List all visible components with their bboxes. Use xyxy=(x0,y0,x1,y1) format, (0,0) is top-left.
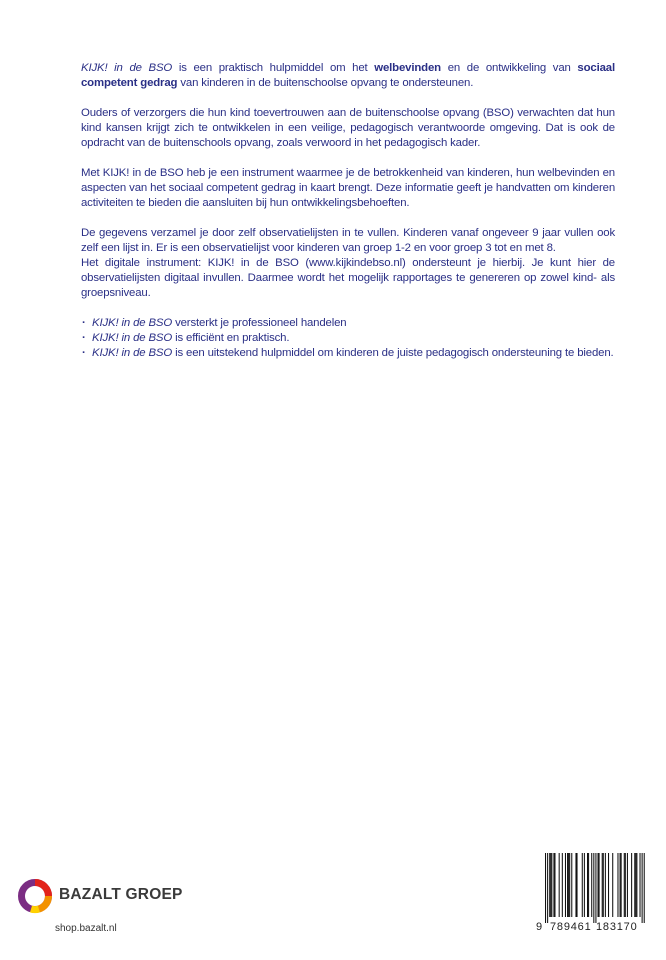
barcode-bar xyxy=(624,853,625,917)
barcode-bar xyxy=(636,853,637,917)
publisher-name: BAZALT GROEP xyxy=(59,886,183,903)
benefits-list xyxy=(81,316,615,361)
barcode-bar xyxy=(591,853,592,917)
barcode-bar xyxy=(569,853,570,917)
highlight-sociaal-competent-gedrag: sociaal competent gedrag xyxy=(81,62,615,89)
barcode-bar xyxy=(634,853,635,917)
intro-paragraph xyxy=(81,61,615,91)
barcode-bar xyxy=(644,853,645,923)
barcode-bar xyxy=(603,853,604,917)
brand-name: KIJK! in de BSO xyxy=(92,317,173,329)
isbn-group-2: 183170 xyxy=(596,921,638,933)
isbn-barcode xyxy=(536,853,646,937)
list-item xyxy=(81,316,615,331)
barcode-bar xyxy=(602,853,603,917)
brand-name: KIJK! in de BSO xyxy=(92,347,173,359)
barcode-bar xyxy=(640,853,641,917)
barcode-bar xyxy=(620,853,621,917)
back-cover-text xyxy=(81,61,615,361)
barcode-bar xyxy=(575,853,576,917)
barcode-bar xyxy=(577,853,578,917)
barcode-bar xyxy=(554,853,555,917)
barcode-bar xyxy=(584,853,585,917)
barcode-bar xyxy=(612,853,613,917)
barcode-bar xyxy=(553,853,554,917)
barcode-bar xyxy=(608,853,609,917)
barcode-bar xyxy=(599,853,600,917)
barcode-bar xyxy=(625,853,626,917)
barcode-bar xyxy=(617,853,618,917)
instrument-paragraph: Met KIJK! in de BSO heb je een instrument waarmee je de betrokkenheid van kinderen, hun welbevinden en aspecten van het sociaal competent gedrag in kaart brengt. Deze informatie geeft je handvatten om kinderen activiteiten te bieden die aansluiten bij hun ontwikkelingsbehoeften. xyxy=(81,167,615,209)
highlight-welbevinden: welbevinden xyxy=(374,62,441,74)
barcode-bar xyxy=(571,853,572,917)
digital-paragraph: Het digitale instrument: KIJK! in de BSO (www.kijkindebso.nl) ondersteunt je hierbij. Je kunt hier de observatielijsten digitaal invullen. Daarmee wordt het mogelijk rapportages te genereren op zowel kind- als groepsniveau. xyxy=(81,257,615,299)
barcode-bar xyxy=(559,853,560,917)
barcode-bar xyxy=(598,853,599,917)
barcode-bar xyxy=(621,853,622,917)
isbn-group-1: 789461 xyxy=(550,921,592,933)
brand-name: KIJK! in de BSO xyxy=(92,332,173,344)
barcode-bar xyxy=(562,853,563,917)
isbn-lead-digit: 9 xyxy=(536,921,543,933)
list-item-text: versterkt je professioneel handelen xyxy=(172,317,347,329)
barcode-bar xyxy=(551,853,552,917)
barcode-bar xyxy=(595,853,596,923)
list-item-text: is een uitstekend hulpmiddel om kinderen de juiste pedagogisch ondersteuning te bieden. xyxy=(172,347,614,359)
intro-text: van kinderen in de buitenschoolse opvang te ondersteunen. xyxy=(177,77,474,89)
barcode-bar xyxy=(631,853,632,917)
barcode-bar xyxy=(605,853,606,917)
list-item xyxy=(81,331,615,346)
barcode-bar xyxy=(550,853,551,917)
bazalt-ring-icon xyxy=(17,878,53,914)
barcode-bar xyxy=(588,853,589,917)
list-item xyxy=(81,346,615,361)
barcode-bar xyxy=(568,853,569,917)
barcode-bar xyxy=(545,853,546,923)
barcode-bar xyxy=(567,853,568,917)
barcode-bar xyxy=(565,853,566,917)
barcode-bar xyxy=(593,853,594,923)
intro-text: en de ontwikkeling van xyxy=(440,62,578,74)
barcode-bar xyxy=(642,853,643,923)
barcode-bar xyxy=(547,853,548,923)
brand-name: KIJK! in de BSO xyxy=(81,62,173,74)
barcode-icon xyxy=(536,853,646,923)
parents-paragraph: Ouders of verzorgers die hun kind toevertrouwen aan de buitenschoolse opvang (BSO) verwachten dat hun kind kansen krijgt zich te ontwikkelen in een veilige, pedagogisch verantwoorde omgeving. Dat is ook de opdracht van de buitenschools opvang, zoals verwoord in het pedagogisch kader. xyxy=(81,107,615,149)
barcode-bar xyxy=(587,853,588,917)
barcode-bar xyxy=(627,853,628,917)
observation-paragraph: De gegevens verzamel je door zelf observatielijsten in te vullen. Kinderen vanaf ongeveer 9 jaar vullen ook zelf een lijst in. Er is een observatielijst voor kinderen van groep 1-2 en voor groep 3 tot en met 8. xyxy=(81,227,615,254)
barcode-bar xyxy=(582,853,583,917)
list-item-text: is efficiënt en praktisch. xyxy=(172,332,290,344)
intro-text: is een praktisch hulpmiddel om het xyxy=(172,62,375,74)
publisher-url[interactable]: shop.bazalt.nl xyxy=(55,923,117,934)
barcode-bar xyxy=(635,853,636,917)
barcode-bar xyxy=(549,853,550,917)
